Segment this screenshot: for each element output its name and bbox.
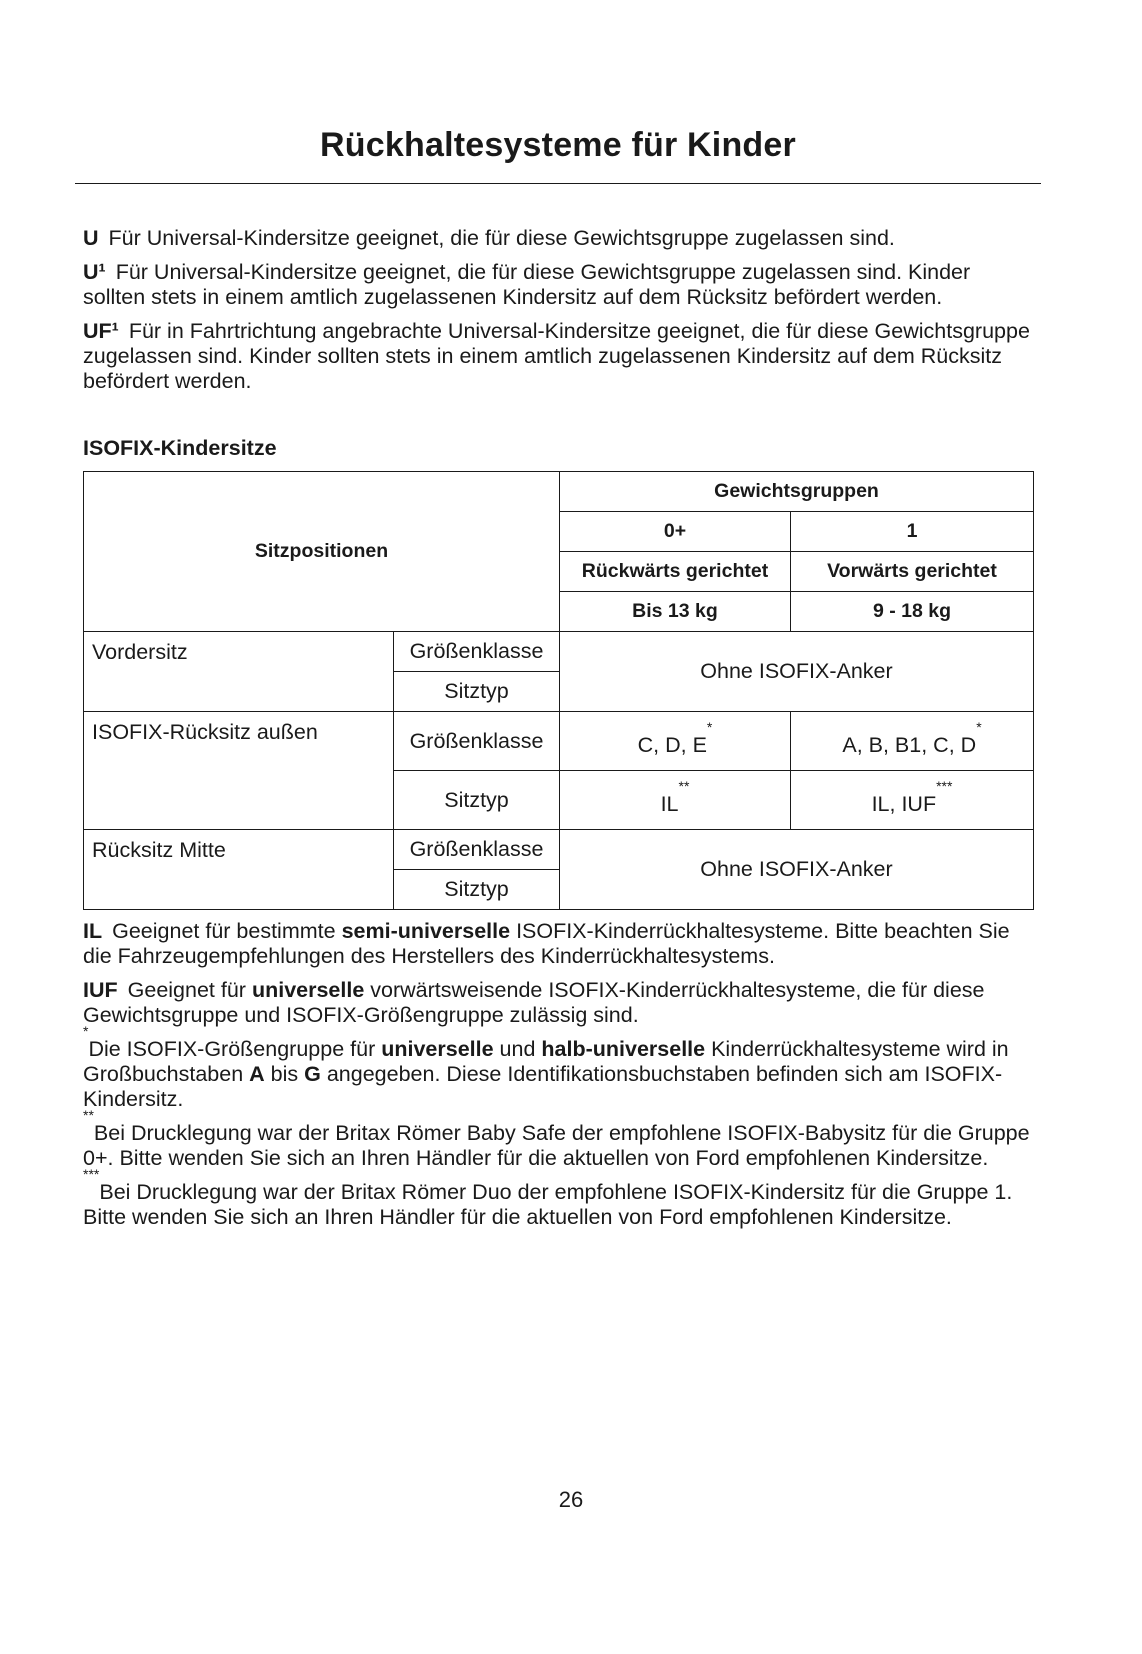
- weight-0plus: Bis 13 kg: [560, 592, 791, 632]
- note-il: [83, 919, 1033, 969]
- note-bold: halb-universelle: [541, 1037, 706, 1061]
- footnote-mark: *: [83, 1023, 89, 1039]
- note-star2: [83, 1107, 1033, 1171]
- cell-value: IL: [660, 791, 679, 816]
- cell-value: C, D, E: [637, 732, 707, 757]
- label-size-class: Größenklasse: [394, 830, 560, 870]
- note-star3: [83, 1166, 1033, 1230]
- footnote-mark: *: [706, 718, 713, 735]
- page-number: 26: [558, 1487, 584, 1512]
- cell-type-1: [791, 771, 1034, 830]
- note-text: bis: [270, 1062, 299, 1086]
- note-text: und: [499, 1037, 536, 1061]
- position-rear-middle: Rücksitz Mitte: [84, 830, 394, 910]
- page-content: [83, 226, 1033, 1239]
- note-text: Geeignet für bestimmte: [112, 919, 336, 943]
- cell-value: A, B, B1, C, D: [842, 732, 977, 757]
- note-text: vorwärtsweisende ISOFIX-Kinderrückhaltesysteme, die für diese Gewichtsgruppe und ISOFIX-Größengruppe zulässig sind.: [83, 978, 985, 1027]
- position-rear-outer: ISOFIX-Rücksitz außen: [84, 712, 394, 830]
- header-seat-positions: Sitzpositionen: [84, 472, 560, 632]
- title-rule: [75, 183, 1041, 184]
- note-text: Geeignet für: [127, 978, 246, 1002]
- cell-no-isofix-front: Ohne ISOFIX-Anker: [560, 632, 1034, 712]
- definition-text: Für Universal-Kindersitze geeignet, die für diese Gewichtsgruppe zugelassen sind.: [108, 226, 895, 250]
- footnote-mark: ***: [83, 1166, 100, 1182]
- definition-uf1: [83, 319, 1033, 394]
- definition-u1: [83, 260, 1033, 310]
- note-text: Bei Drucklegung war der Britax Römer Baby Safe der empfohlene ISOFIX-Babysitz für die Gruppe 0+. Bitte wenden Sie sich an Ihren Händler für die aktuellen von Ford empfohlenen Kindersitze.: [83, 1121, 1030, 1170]
- footnote-mark: **: [83, 1107, 94, 1123]
- note-star1: [83, 1023, 1033, 1112]
- note-text: Die ISOFIX-Größengruppe für: [88, 1037, 376, 1061]
- note-iuf: [83, 978, 1033, 1028]
- cell-size-0plus: [560, 712, 791, 771]
- note-bold: universelle: [251, 978, 365, 1002]
- label-seat-type: Sitztyp: [394, 672, 560, 712]
- note-key: IL: [83, 919, 103, 943]
- note-key: IUF: [83, 978, 118, 1002]
- definition-text: Für in Fahrtrichtung angebrachte Universal-Kindersitze geeignet, die für diese Gewichtsgruppe zugelassen sind. Kinder sollten stets in einem amtlich zugelassenen Kindersitz auf dem Rücksitz befördert werden.: [83, 319, 1030, 393]
- label-seat-type: Sitztyp: [394, 771, 560, 830]
- header-weight-groups: Gewichtsgruppen: [560, 472, 1034, 512]
- definition-key: U¹: [83, 260, 106, 284]
- position-front-seat: Vordersitz: [84, 632, 394, 712]
- cell-type-0plus: [560, 771, 791, 830]
- section-title: ISOFIX-Kindersitze: [83, 436, 277, 460]
- page-title: Rückhaltesysteme für Kinder: [320, 126, 796, 164]
- cell-value: IL, IUF: [871, 791, 937, 816]
- label-size-class: Größenklasse: [394, 632, 560, 672]
- definition-key: U: [83, 226, 99, 250]
- group-1: 1: [791, 512, 1034, 552]
- table-notes: [83, 919, 1033, 1230]
- direction-rearward: Rückwärts gerichtet: [560, 552, 791, 592]
- note-text: ISOFIX-Kinderrückhaltesysteme. Bitte beachten Sie die Fahrzeugempfehlungen des Herstellers des Kinderrückhaltesystems.: [83, 919, 1010, 968]
- footnote-mark: ***: [936, 777, 953, 794]
- label-seat-type: Sitztyp: [394, 870, 560, 910]
- note-bold: A: [249, 1062, 265, 1086]
- label-size-class: Größenklasse: [394, 712, 560, 771]
- footnote-mark: *: [976, 718, 982, 735]
- isofix-table: [83, 471, 1034, 910]
- note-bold: universelle: [381, 1037, 494, 1061]
- definition-text: Für Universal-Kindersitze geeignet, die für diese Gewichtsgruppe zugelassen sind. Kinder sollten stets in einem amtlich zugelassenen Kindersitz auf dem Rücksitz befördert werden.: [83, 260, 971, 309]
- cell-size-1: [791, 712, 1034, 771]
- group-0plus: 0+: [560, 512, 791, 552]
- note-text: Bei Drucklegung war der Britax Römer Duo der empfohlene ISOFIX-Kindersitz für die Gruppe 1. Bitte wenden Sie sich an Ihren Händler für die aktuellen von Ford empfohlenen Kindersitze.: [83, 1180, 1013, 1229]
- weight-1: 9 - 18 kg: [791, 592, 1034, 632]
- note-text: angegeben. Diese Identifikationsbuchstaben befinden sich am ISOFIX-Kindersitz.: [83, 1062, 1003, 1111]
- cell-no-isofix-middle: Ohne ISOFIX-Anker: [560, 830, 1034, 910]
- definition-key: UF¹: [83, 319, 119, 343]
- note-bold: semi-universelle: [341, 919, 511, 943]
- note-bold: G: [304, 1062, 321, 1086]
- note-text: Kinderrückhaltesysteme wird in Großbuchstaben: [83, 1037, 1009, 1086]
- footnote-mark: **: [678, 777, 690, 794]
- definition-u: [83, 226, 1033, 251]
- direction-forward: Vorwärts gerichtet: [791, 552, 1034, 592]
